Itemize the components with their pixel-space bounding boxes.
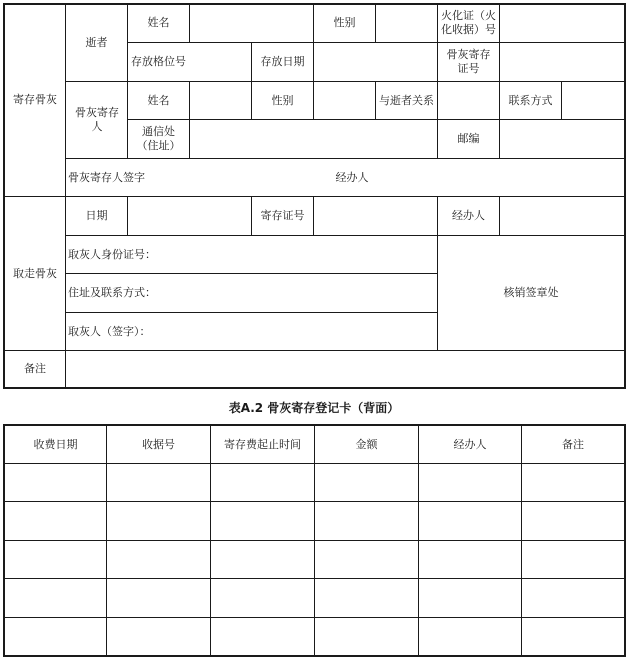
remark-label: 备注 xyxy=(24,362,46,375)
cremation-cert-label: 火化证（火化收据）号 xyxy=(441,9,496,36)
depositor-group-label: 骨灰寄存人 xyxy=(75,106,119,133)
withdraw-date-label: 日期 xyxy=(85,209,108,222)
depositor-gender-label: 性别 xyxy=(271,93,294,107)
id-number-label: 取灰人身份证号： xyxy=(68,247,156,261)
withdraw-cert-label: 寄存证号 xyxy=(260,209,305,222)
postcode-label: 邮编 xyxy=(457,132,480,145)
deceased-name-label: 姓名 xyxy=(147,16,170,29)
header-receipt-no: 收据号 xyxy=(142,437,175,451)
deceased-group-label: 逝者 xyxy=(85,35,108,49)
withdraw-handler-label: 经办人 xyxy=(452,209,485,222)
header-fee-date: 收费日期 xyxy=(33,437,78,451)
address-label: 通信处（住址） xyxy=(136,125,181,152)
contact-label: 联系方式 xyxy=(508,93,553,107)
deposit-section-label: 寄存骨灰 xyxy=(13,93,57,106)
deposit-cert-label: 骨灰寄存证号 xyxy=(446,48,491,75)
slot-number-label: 存放格位号 xyxy=(131,55,186,68)
storage-date-label: 存放日期 xyxy=(260,55,305,68)
header-fee-period: 寄存费起止时间 xyxy=(224,437,301,451)
cancel-seal-label: 核销签章处 xyxy=(503,286,559,299)
header-remark: 备注 xyxy=(562,437,584,451)
deposit-handler-label: 经办人 xyxy=(335,170,369,184)
header-handler: 经办人 xyxy=(453,437,487,451)
relation-label: 与逝者关系 xyxy=(379,93,434,107)
address-contact-label: 住址及联系方式： xyxy=(68,286,156,299)
taker-signature-label: 取灰人（签字）： xyxy=(68,324,151,338)
withdraw-section-label: 取走骨灰 xyxy=(13,266,57,280)
header-amount: 金额 xyxy=(355,437,378,451)
table-caption: 表A.2 骨灰寄存登记卡（背面） xyxy=(228,400,400,415)
depositor-signature-label: 骨灰寄存人签字 xyxy=(68,170,145,184)
deceased-gender-label: 性别 xyxy=(333,16,356,29)
depositor-name-label: 姓名 xyxy=(147,93,170,107)
